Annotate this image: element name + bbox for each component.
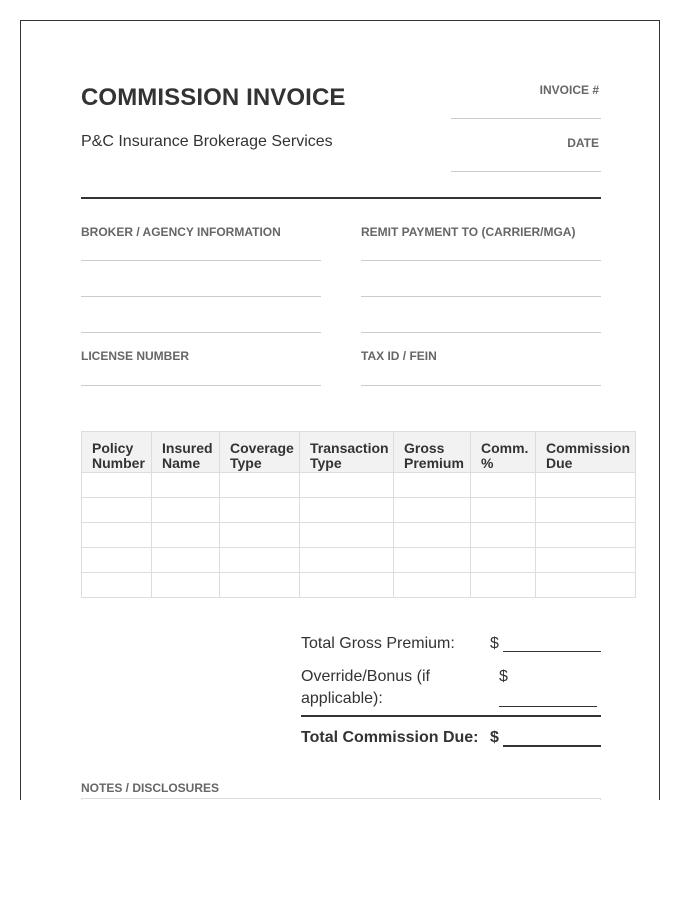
column-header-coverage-type: Coverage Type [220, 432, 300, 473]
totals-divider [301, 715, 601, 717]
date-field[interactable] [451, 171, 601, 172]
table-cell[interactable] [536, 573, 636, 598]
table-cell[interactable] [82, 548, 152, 573]
table-cell[interactable] [394, 573, 471, 598]
broker-info-label: BROKER / AGENCY INFORMATION [81, 225, 281, 239]
broker-info-line-3[interactable] [81, 332, 321, 333]
due-currency-symbol: $ [490, 729, 499, 746]
table-cell[interactable] [82, 473, 152, 498]
gross-currency-symbol: $ [490, 635, 499, 652]
column-header-commission-due: Commission Due [536, 432, 636, 473]
table-cell[interactable] [152, 473, 220, 498]
column-header-comm-percent: Comm. % [471, 432, 536, 473]
table-cell[interactable] [536, 548, 636, 573]
table-cell[interactable] [220, 573, 300, 598]
remit-payment-label: REMIT PAYMENT TO (CARRIER/MGA) [361, 225, 576, 239]
total-gross-premium-label: Total Gross Premium: [301, 635, 455, 652]
total-commission-due-label: Total Commission Due: [301, 729, 479, 746]
invoice-number-label: INVOICE # [539, 83, 599, 97]
table-cell[interactable] [220, 498, 300, 523]
notes-disclosures-label: NOTES / DISCLOSURES [81, 781, 220, 795]
broker-info-line-2[interactable] [81, 296, 321, 297]
invoice-number-field[interactable] [451, 118, 601, 119]
column-header-gross-premium: Gross Premium [394, 432, 471, 473]
table-row [82, 473, 636, 498]
total-gross-premium-field[interactable] [503, 651, 601, 652]
table-row [82, 523, 636, 548]
table-cell[interactable] [220, 523, 300, 548]
header-divider [81, 197, 601, 199]
tax-id-label: TAX ID / FEIN [361, 349, 437, 363]
table-cell[interactable] [300, 523, 394, 548]
table-cell[interactable] [300, 498, 394, 523]
table-row [82, 573, 636, 598]
table-cell[interactable] [220, 548, 300, 573]
table-cell[interactable] [82, 573, 152, 598]
invoice-subtitle: P&C Insurance Brokerage Services [81, 133, 333, 150]
table-cell[interactable] [471, 498, 536, 523]
table-cell[interactable] [82, 498, 152, 523]
column-header-policy-number: Policy Number [82, 432, 152, 473]
table-cell[interactable] [536, 523, 636, 548]
override-bonus-label-line-1: Override/Bonus (if [301, 668, 430, 685]
notes-disclosures-box[interactable] [81, 798, 601, 800]
table-cell[interactable] [394, 473, 471, 498]
table-cell[interactable] [300, 473, 394, 498]
table-cell[interactable] [471, 548, 536, 573]
table-row [82, 498, 636, 523]
table-cell[interactable] [471, 473, 536, 498]
table-cell[interactable] [152, 573, 220, 598]
override-currency-symbol: $ [499, 668, 508, 685]
table-cell[interactable] [394, 548, 471, 573]
table-cell[interactable] [82, 523, 152, 548]
broker-info-line-1[interactable] [81, 260, 321, 261]
remit-payment-line-1[interactable] [361, 260, 601, 261]
table-cell[interactable] [300, 548, 394, 573]
table-cell[interactable] [471, 523, 536, 548]
license-number-field[interactable] [81, 385, 321, 386]
table-cell[interactable] [536, 498, 636, 523]
override-bonus-field[interactable] [499, 706, 597, 707]
remit-payment-line-3[interactable] [361, 332, 601, 333]
total-commission-due-field[interactable] [503, 745, 601, 747]
column-header-insured-name: Insured Name [152, 432, 220, 473]
column-header-transaction-type: Transaction Type [300, 432, 394, 473]
table-cell[interactable] [536, 473, 636, 498]
table-header-row [82, 432, 636, 473]
table-cell[interactable] [152, 498, 220, 523]
override-bonus-label-line-2: applicable): [301, 690, 383, 707]
table-cell[interactable] [300, 573, 394, 598]
table-row [82, 548, 636, 573]
license-number-label: LICENSE NUMBER [81, 349, 190, 363]
table-cell[interactable] [152, 523, 220, 548]
line-items-table [81, 431, 636, 598]
date-label: DATE [567, 136, 599, 150]
table-cell[interactable] [471, 573, 536, 598]
invoice-title: COMMISSION INVOICE [81, 84, 346, 111]
table-cell[interactable] [220, 473, 300, 498]
remit-payment-line-2[interactable] [361, 296, 601, 297]
invoice-page [20, 20, 660, 800]
tax-id-field[interactable] [361, 385, 601, 386]
table-cell[interactable] [152, 548, 220, 573]
table-cell[interactable] [394, 498, 471, 523]
table-cell[interactable] [394, 523, 471, 548]
